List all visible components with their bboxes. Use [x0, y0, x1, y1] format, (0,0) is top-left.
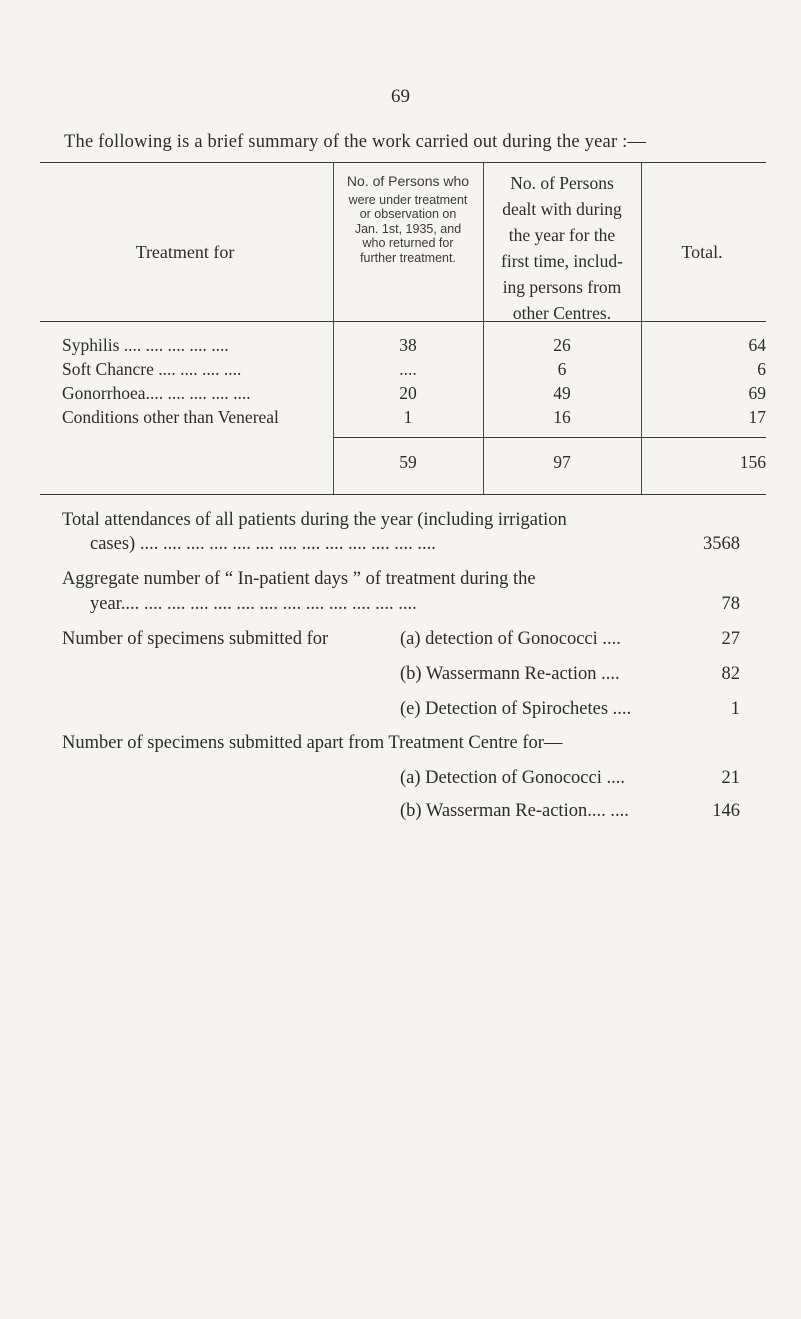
- table-bottom-rule: [40, 494, 766, 495]
- intro-text: The following is a brief summary of the work carried out during the year :—: [64, 132, 647, 152]
- totals-row: [0, 452, 801, 476]
- specimen-item-value: 27: [721, 629, 740, 649]
- row-label: Gonorrhoea.... .... .... .... ....: [62, 383, 251, 403]
- specimen-item-value: 82: [721, 664, 740, 684]
- attendances-line2: cases) .... .... .... .... .... .... .... .... .... .... .... .... ....: [90, 534, 436, 554]
- row-total: 69: [748, 383, 766, 403]
- totals-top-rule: [334, 437, 766, 438]
- row-total: 64: [748, 335, 766, 355]
- row-total: 17: [748, 407, 766, 427]
- column-divider-3: [641, 163, 642, 494]
- attendances-value: 3568: [703, 534, 740, 554]
- inpatient-line2: year.... .... .... .... .... .... .... .... .... .... .... .... ....: [90, 594, 417, 614]
- header-col2-line2: dealt with during: [502, 199, 622, 219]
- specimen-item-label: (e) Detection of Spirochetes ....: [400, 699, 632, 719]
- specimen-item-label: (a) detection of Gonococci ....: [400, 629, 621, 649]
- apart-item-value: 21: [721, 768, 740, 788]
- specimen-item-label: (b) Wassermann Re-action ....: [400, 664, 620, 684]
- inpatient-line1: Aggregate number of “ In-patient days ” of treatment during the: [62, 569, 536, 589]
- row-col2: 6: [557, 359, 567, 379]
- row-col2: 16: [553, 407, 571, 427]
- header-persons-new: [484, 170, 640, 326]
- table-row: [0, 335, 801, 359]
- header-total: Total.: [681, 242, 723, 262]
- totals-total: 156: [739, 452, 766, 472]
- header-persons-returned: [334, 174, 482, 265]
- specimen-item-value: 1: [730, 699, 740, 719]
- header-col2-line1: No. of Persons: [510, 173, 614, 193]
- specimens-intro: Number of specimens submitted for: [62, 629, 329, 649]
- row-total: 6: [757, 359, 766, 379]
- row-col2: 49: [553, 383, 571, 403]
- totals-col1: 59: [399, 452, 417, 472]
- row-col2: 26: [553, 335, 571, 355]
- header-col1-line1: No. of Persons who: [346, 173, 470, 189]
- attendances-line1: Total attendances of all patients during the year (including irrigation: [62, 510, 567, 530]
- row-col1: 20: [399, 383, 417, 403]
- row-label: Conditions other than Venereal: [62, 407, 279, 427]
- header-bottom-rule: [40, 321, 766, 322]
- header-col2-line3: the year for the: [508, 225, 616, 245]
- row-label: Syphilis .... .... .... .... ....: [62, 335, 229, 355]
- totals-col2: 97: [553, 452, 571, 472]
- table-row: [0, 359, 801, 383]
- header-col1-line2: were under treatment: [348, 192, 468, 207]
- header-col2-line5: ing persons from: [502, 277, 622, 297]
- header-treatment: Treatment for: [135, 242, 235, 262]
- table-row: [0, 407, 801, 431]
- apart-item-value: 146: [712, 801, 740, 821]
- header-col2-line4: first time, includ-: [501, 251, 623, 271]
- table-top-rule: [40, 162, 766, 163]
- apart-intro: Number of specimens submitted apart from Treatment Centre for—: [62, 733, 563, 753]
- header-col1-line3: or observation on: [359, 207, 457, 221]
- page-number: 69: [391, 86, 410, 107]
- row-col1: ....: [399, 359, 417, 379]
- header-col1-line4: Jan. 1st, 1935, and: [354, 221, 462, 236]
- row-col1: 38: [399, 335, 417, 355]
- header-col1-line5: who returned for: [362, 236, 454, 250]
- inpatient-value: 78: [721, 594, 740, 614]
- row-label: Soft Chancre .... .... .... ....: [62, 359, 242, 379]
- header-col1-line6: further treatment.: [360, 250, 456, 265]
- row-col1: 1: [403, 407, 413, 427]
- apart-item-label: (b) Wasserman Re-action.... ....: [400, 801, 629, 821]
- table-row: [0, 383, 801, 407]
- apart-item-label: (a) Detection of Gonococci ....: [400, 768, 625, 788]
- header-col2-line6: other Centres.: [512, 303, 612, 323]
